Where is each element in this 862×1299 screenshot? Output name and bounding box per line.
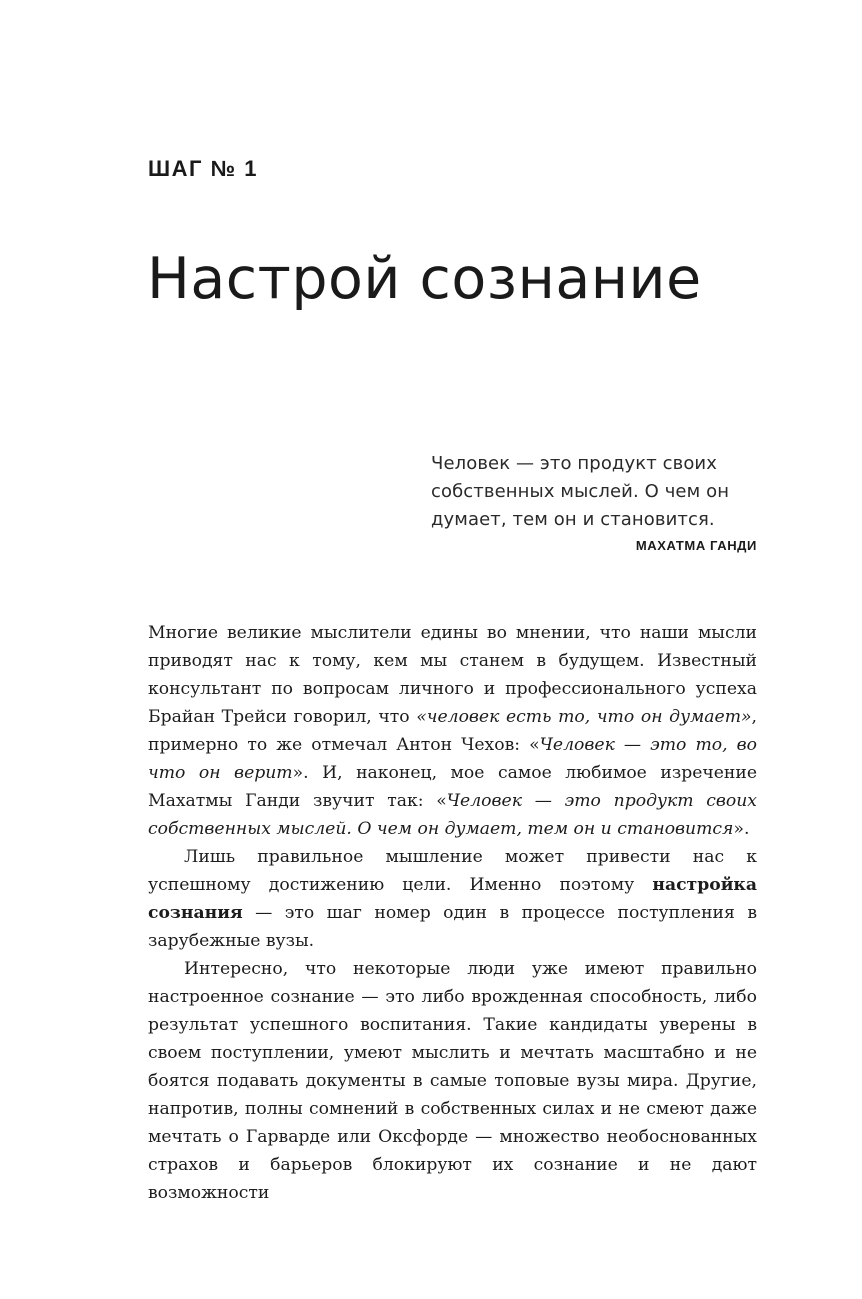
italic-quote: «человек есть то, что он думает»	[416, 707, 752, 727]
italic-quote: Человек — это то, во что он верит	[148, 735, 757, 783]
body-text	[148, 619, 757, 1207]
epigraph-quote: Человек — это продукт своих собственных мыслей. О чем он думает, тем он и становится.	[431, 453, 730, 530]
paragraph	[148, 955, 757, 1207]
text-segment: ».	[733, 819, 750, 839]
bold-term: настройка сознания	[148, 875, 757, 923]
text-segment: , примерно то же отмечал Антон Чехов: «	[148, 707, 757, 755]
text-segment: Лишь правильное мышление может привести нас к успешному достижению цели. Именно поэтому	[148, 847, 757, 895]
text-segment: Многие великие мыслители едины во мнении, что наши мысли приводят нас к тому, кем мы станем в будущем. Известный консультант по вопросам личного и профессионального успеха Брайан Трейси говорил, что	[148, 623, 757, 727]
paragraph	[148, 619, 757, 843]
italic-quote: Человек — это продукт своих собственных мыслей. О чем он думает, тем он и становится	[148, 791, 757, 839]
epigraph	[431, 450, 757, 553]
paragraph	[148, 843, 757, 955]
text-segment: ». И, наконец, мое самое любимое изречение Махатмы Ганди звучит так: «	[148, 763, 757, 811]
chapter-title: Настрой сознание	[147, 246, 702, 312]
text-segment: — это шаг номер один в процессе поступления в зарубежные вузы.	[148, 903, 757, 951]
epigraph-author: МАХАТМА ГАНДИ	[635, 538, 757, 553]
step-label: ШАГ № 1	[148, 156, 258, 181]
text-segment: Интересно, что некоторые люди уже имеют правильно настроенное сознание — это либо врожденная способность, либо результат успешного воспитания. Такие кандидаты уверены в своем поступлении, умеют мыслить и мечтать масштабно и не боятся подавать документы в самые топовые вузы мира. Другие, напротив, полны сомнений в собственных силах и не смеют даже мечтать о Гарварде или Оксфорде — множество необоснованных страхов и барьеров блокируют их сознание и не дают возможности	[148, 959, 757, 1203]
